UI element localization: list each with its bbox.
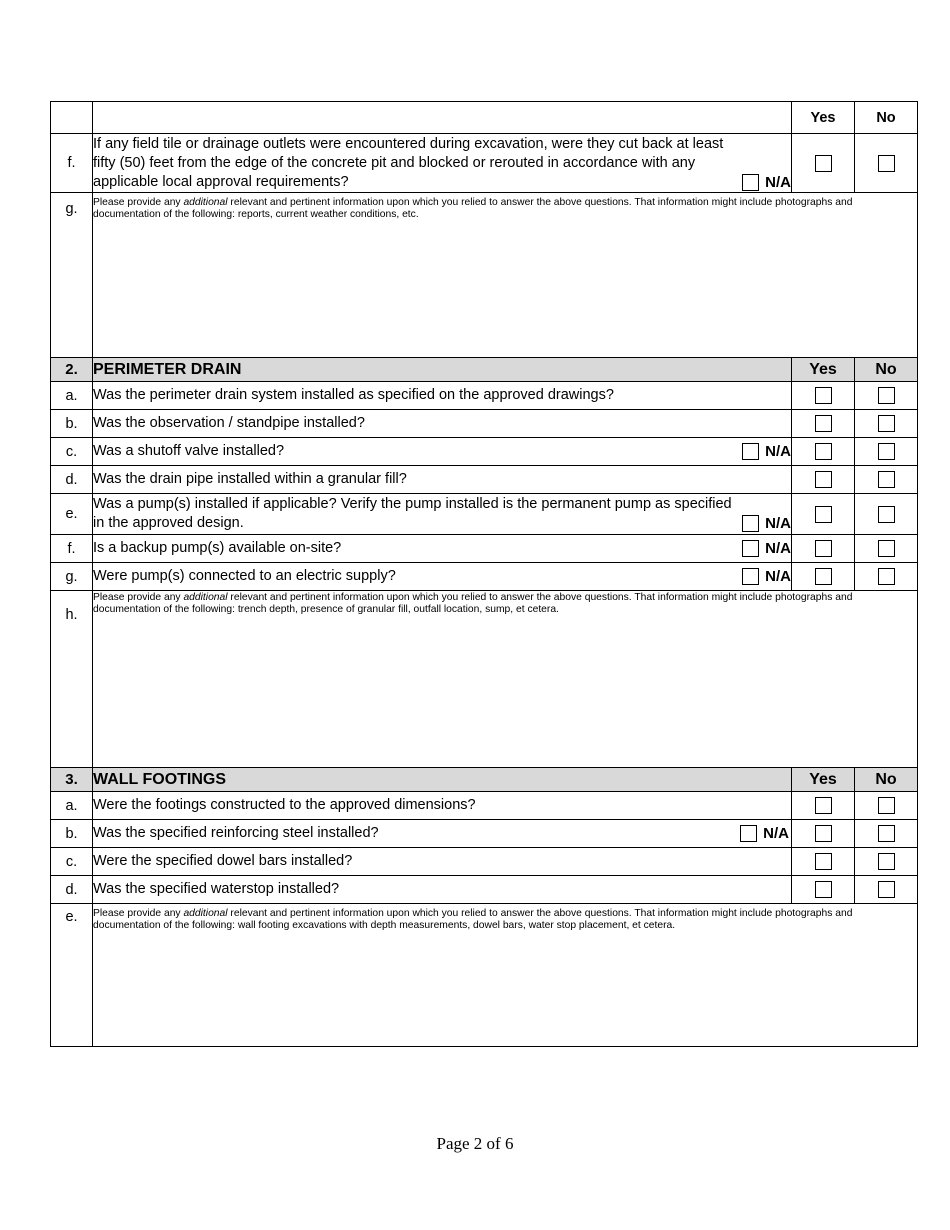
question-row-3a [51, 792, 918, 820]
yes-cell [792, 382, 855, 410]
column-header-row [51, 102, 918, 134]
na-option [742, 173, 791, 192]
question-cell [93, 535, 792, 563]
question-text: Was the perimeter drain system installed as specified on the approved drawings? [93, 382, 792, 410]
notes-field[interactable] [93, 591, 918, 768]
question-text: If any field tile or drainage outlets were encountered during excavation, were they cut back at least fifty (50) feet from the edge of the concrete pit and blocked or rerouted in accordance with any applicable local approval requirements? [93, 135, 724, 190]
yes-cell [792, 535, 855, 563]
yes-cell [792, 563, 855, 591]
na-checkbox[interactable] [740, 825, 757, 842]
header-blank-question [93, 102, 792, 134]
no-cell [855, 792, 918, 820]
notes-row-2h [51, 591, 918, 768]
inspection-form-table [50, 101, 918, 1047]
notes-instructions: Please provide any additional relevant and pertinent information upon which you relied to answer the above questions. That information might include photographs and documentation of the following: wall footing excavations with depth measurements, dowel bars, water stop placement, et cetera. [93, 908, 853, 931]
no-checkbox[interactable] [878, 155, 895, 172]
na-label: N/A [765, 568, 791, 585]
question-text: Were the footings constructed to the approved dimensions? [93, 792, 792, 820]
no-checkbox[interactable] [878, 415, 895, 432]
question-cell [93, 438, 792, 466]
row-label: h. [51, 591, 93, 768]
question-row-1f [51, 134, 918, 193]
row-label: g. [51, 563, 93, 591]
yes-checkbox[interactable] [815, 387, 832, 404]
no-cell [855, 820, 918, 848]
question-row-2c [51, 438, 918, 466]
na-option [742, 567, 791, 586]
no-cell [855, 848, 918, 876]
question-cell [93, 563, 792, 591]
na-option [742, 539, 791, 558]
yes-checkbox[interactable] [815, 155, 832, 172]
no-column-header: No [855, 358, 918, 382]
yes-cell [792, 134, 855, 193]
row-label: f. [51, 134, 93, 193]
no-checkbox[interactable] [878, 471, 895, 488]
na-checkbox[interactable] [742, 540, 759, 557]
question-row-2g [51, 563, 918, 591]
na-label: N/A [765, 515, 791, 532]
no-cell [855, 876, 918, 904]
notes-instructions: Please provide any additional relevant and pertinent information upon which you relied to answer the above questions. That information might include photographs and documentation of the following: reports, current weather conditions, etc. [93, 197, 853, 220]
question-text: Was the observation / standpipe installed? [93, 410, 792, 438]
row-label: a. [51, 382, 93, 410]
na-option [742, 514, 791, 533]
no-cell [855, 535, 918, 563]
header-blank-label [51, 102, 93, 134]
na-option [742, 442, 791, 461]
notes-field[interactable] [93, 904, 918, 1047]
section-title: WALL FOOTINGS [93, 768, 792, 792]
na-label: N/A [765, 540, 791, 557]
na-checkbox[interactable] [742, 568, 759, 585]
yes-column-header: Yes [792, 102, 855, 134]
no-cell [855, 410, 918, 438]
na-checkbox[interactable] [742, 174, 759, 191]
no-column-header: No [855, 102, 918, 134]
no-cell [855, 134, 918, 193]
question-text: Was a shutoff valve installed? [93, 443, 285, 459]
yes-checkbox[interactable] [815, 506, 832, 523]
row-label: e. [51, 904, 93, 1047]
yes-cell [792, 410, 855, 438]
na-checkbox[interactable] [742, 515, 759, 532]
question-row-2b [51, 410, 918, 438]
yes-checkbox[interactable] [815, 853, 832, 870]
no-checkbox[interactable] [878, 881, 895, 898]
yes-checkbox[interactable] [815, 540, 832, 557]
no-cell [855, 438, 918, 466]
no-checkbox[interactable] [878, 797, 895, 814]
yes-checkbox[interactable] [815, 415, 832, 432]
no-cell [855, 466, 918, 494]
row-label: c. [51, 848, 93, 876]
question-text: Were pump(s) connected to an electric supply? [93, 568, 396, 584]
question-cell [93, 494, 792, 535]
question-text: Is a backup pump(s) available on-site? [93, 540, 342, 556]
section-title: PERIMETER DRAIN [93, 358, 792, 382]
yes-cell [792, 876, 855, 904]
no-checkbox[interactable] [878, 825, 895, 842]
question-text: Were the specified dowel bars installed? [93, 848, 792, 876]
no-checkbox[interactable] [878, 540, 895, 557]
yes-cell [792, 792, 855, 820]
notes-row-3e [51, 904, 918, 1047]
section-number: 3. [51, 768, 93, 792]
yes-checkbox[interactable] [815, 471, 832, 488]
row-label: a. [51, 792, 93, 820]
row-label: f. [51, 535, 93, 563]
no-checkbox[interactable] [878, 506, 895, 523]
row-label: b. [51, 820, 93, 848]
question-text: Was a pump(s) installed if applicable? Verify the pump installed is the permanent pump as specified in the approved design. [93, 496, 732, 531]
question-text: Was the specified waterstop installed? [93, 876, 792, 904]
page-number: Page 2 of 6 [436, 1134, 514, 1153]
yes-column-header: Yes [792, 768, 855, 792]
no-cell [855, 563, 918, 591]
row-label: g. [51, 193, 93, 358]
no-cell [855, 494, 918, 535]
yes-cell [792, 438, 855, 466]
na-label: N/A [765, 443, 791, 460]
na-label: N/A [763, 825, 789, 842]
question-row-2e [51, 494, 918, 535]
notes-field[interactable] [93, 193, 918, 358]
no-cell [855, 382, 918, 410]
section-header-perimeter-drain [51, 358, 918, 382]
no-column-header: No [855, 768, 918, 792]
question-row-3d [51, 876, 918, 904]
yes-checkbox[interactable] [815, 797, 832, 814]
row-label: c. [51, 438, 93, 466]
question-row-2a [51, 382, 918, 410]
section-header-wall-footings [51, 768, 918, 792]
yes-checkbox[interactable] [815, 825, 832, 842]
yes-column-header: Yes [792, 358, 855, 382]
question-cell [93, 134, 792, 193]
question-text: Was the drain pipe installed within a granular fill? [93, 466, 792, 494]
na-option [740, 824, 789, 843]
question-row-2f [51, 535, 918, 563]
yes-cell [792, 848, 855, 876]
row-label: e. [51, 494, 93, 535]
yes-checkbox[interactable] [815, 568, 832, 585]
question-row-2d [51, 466, 918, 494]
row-label: b. [51, 410, 93, 438]
yes-checkbox[interactable] [815, 881, 832, 898]
question-row-3b [51, 820, 918, 848]
row-label: d. [51, 876, 93, 904]
na-label: N/A [765, 173, 791, 191]
row-label: d. [51, 466, 93, 494]
no-checkbox[interactable] [878, 853, 895, 870]
notes-row-1g [51, 193, 918, 358]
question-text: Was the specified reinforcing steel installed? [93, 825, 379, 841]
yes-cell [792, 494, 855, 535]
no-checkbox[interactable] [878, 443, 895, 460]
yes-cell [792, 820, 855, 848]
yes-cell [792, 466, 855, 494]
yes-checkbox[interactable] [815, 443, 832, 460]
section-number: 2. [51, 358, 93, 382]
no-checkbox[interactable] [878, 568, 895, 585]
na-checkbox[interactable] [742, 443, 759, 460]
question-cell [93, 820, 792, 848]
question-row-3c [51, 848, 918, 876]
notes-instructions: Please provide any additional relevant and pertinent information upon which you relied to answer the above questions. That information might include photographs and documentation of the following: trench depth, presence of granular fill, outfall location, sump, et cetera. [93, 592, 853, 615]
no-checkbox[interactable] [878, 387, 895, 404]
